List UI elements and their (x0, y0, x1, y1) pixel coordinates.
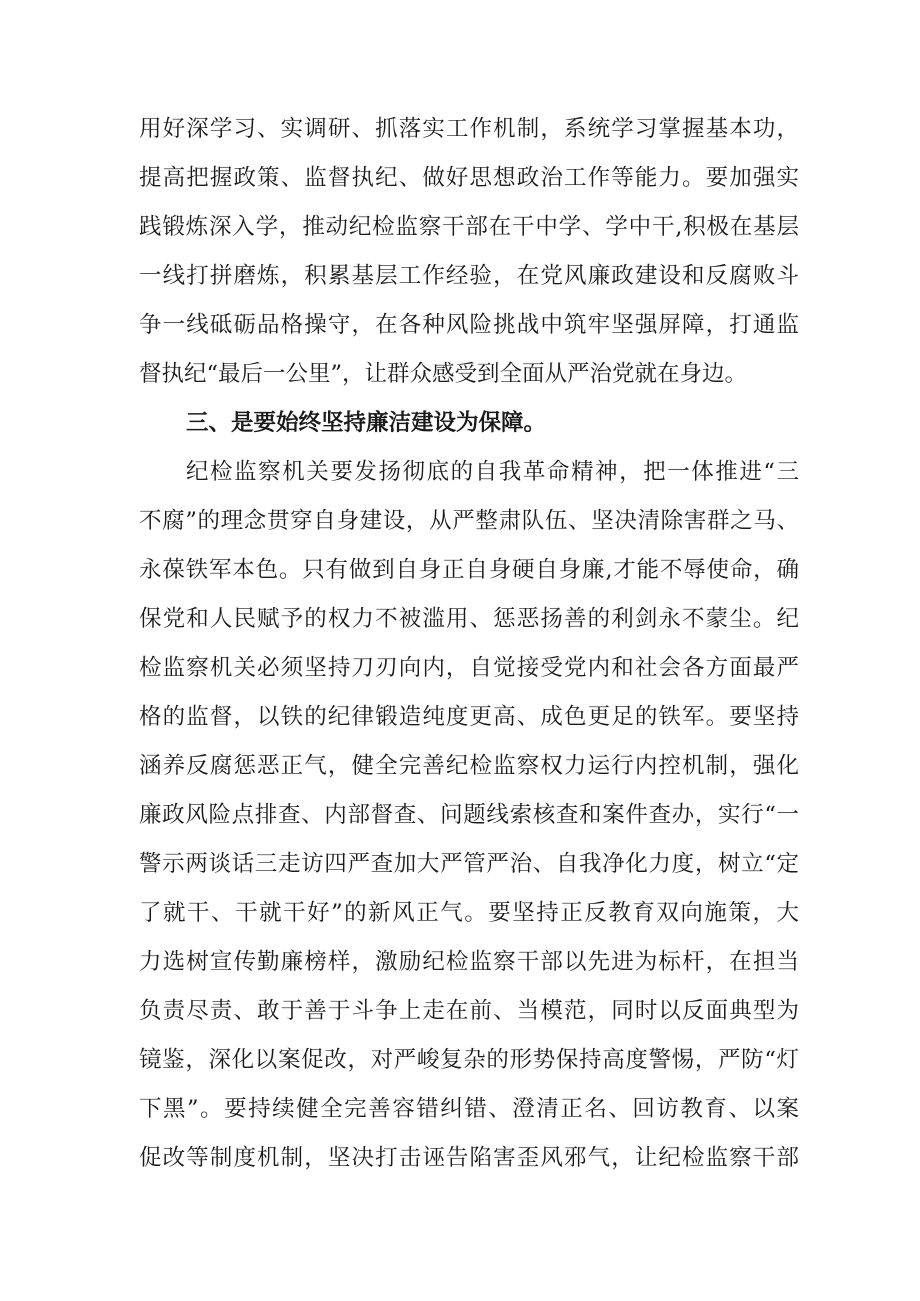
paragraph-2-line-11: 力选树宣传勤廉榜样，激励纪检监察干部以先进为标杆，在担当 (139, 949, 799, 975)
paragraph-1-line-3: 践锻炼深入学，推动纪检监察干部在干中学、学中干,积极在基层 (139, 214, 799, 240)
paragraph-1-line-4: 一线打拼磨炼，积累基层工作经验，在党风廉政建设和反腐败斗 (139, 263, 799, 289)
paragraph-2-line-2: 不腐”的理念贯穿自身建设，从严整肃队伍、坚决清除害群之马、 (139, 508, 799, 534)
paragraph-2-line-13: 镜鉴，深化以案促改，对严峻复杂的形势保持高度警惕，严防“灯 (139, 1047, 799, 1073)
section-heading-3: 三、是要始终坚持廉洁建设为保障。 (186, 410, 547, 436)
paragraph-2-line-3: 永葆铁军本色。只有做到自身正自身硬自身廉,才能不辱使命，确 (139, 557, 799, 583)
paragraph-2-line-10: 了就干、干就干好”的新风正气。要坚持正反教育双向施策，大 (139, 900, 799, 926)
paragraph-2-line-15: 促改等制度机制，坚决打击诬告陷害歪风邪气，让纪检监察干部 (139, 1145, 799, 1171)
paragraph-2-line-12: 负责尽责、敢于善于斗争上走在前、当模范，同时以反面典型为 (139, 998, 799, 1024)
paragraph-2-line-8: 廉政风险点排查、内部督查、问题线索核查和案件查办，实行“一 (139, 802, 799, 828)
paragraph-2-line-5: 检监察机关必须坚持刀刃向内，自觉接受党内和社会各方面最严 (139, 655, 799, 681)
paragraph-2-line-4: 保党和人民赋予的权力不被滥用、惩恶扬善的利剑永不蒙尘。纪 (139, 606, 799, 632)
paragraph-1-line-6: 督执纪“最后一公里”，让群众感受到全面从严治党就在身边。 (139, 361, 748, 387)
paragraph-2-line-1: 纪检监察机关要发扬彻底的自我革命精神，把一体推进“三 (186, 459, 799, 485)
paragraph-1-line-2: 提高把握政策、监督执纪、做好思想政治工作等能力。要加强实 (139, 165, 799, 191)
paragraph-2-line-9: 警示两谈话三走访四严查加大严管严治、自我净化力度，树立“定 (139, 851, 799, 877)
paragraph-2-line-6: 格的监督，以铁的纪律锻造纯度更高、成色更足的铁军。要坚持 (139, 704, 799, 730)
paragraph-1-line-1: 用好深学习、实调研、抓落实工作机制，系统学习掌握基本功， (139, 116, 799, 142)
paragraph-1-line-5: 争一线砥砺品格操守，在各种风险挑战中筑牢坚强屏障，打通监 (139, 312, 799, 338)
paragraph-2-line-14: 下黑”。要持续健全完善容错纠错、澄清正名、回访教育、以案 (139, 1096, 799, 1122)
paragraph-2-line-7: 涵养反腐惩恶正气，健全完善纪检监察权力运行内控机制，强化 (139, 753, 799, 779)
